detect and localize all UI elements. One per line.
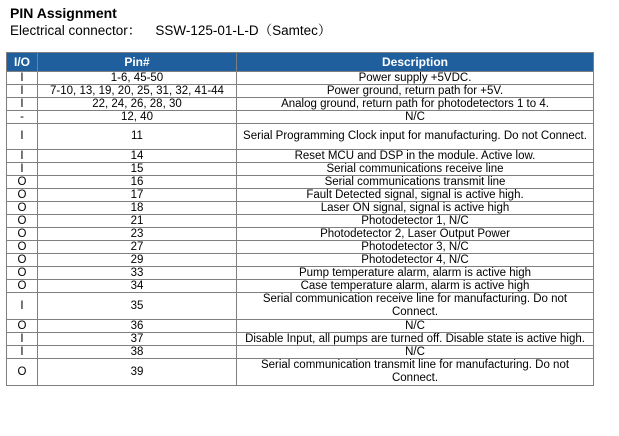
table-row [7,163,594,176]
pin-cell: 21 [38,215,237,228]
io-cell: - [7,111,38,124]
description-cell: Power supply +5VDC. [237,72,594,85]
header-io: I/O [7,53,38,72]
table-row [7,189,594,202]
table-row [7,85,594,98]
table-row [7,280,594,293]
connector-line [10,22,331,39]
pin-cell: 39 [38,359,237,386]
table-row [7,267,594,280]
pin-cell: 15 [38,163,237,176]
connector-label: Electrical connector： [10,23,142,38]
description-cell: Photodetector 3, N/C [237,241,594,254]
io-cell: O [7,202,38,215]
table-row [7,241,594,254]
description-cell: N/C [237,320,594,333]
pin-cell: 14 [38,150,237,163]
description-cell: Pump temperature alarm, alarm is active high [237,267,594,280]
description-cell: Disable Input, all pumps are turned off. Disable state is active high. [237,333,594,346]
table-row [7,72,594,85]
pin-cell: 11 [38,124,237,150]
io-cell: O [7,228,38,241]
io-cell: O [7,280,38,293]
pin-cell: 34 [38,280,237,293]
pin-cell: 35 [38,293,237,320]
description-cell: Photodetector 1, N/C [237,215,594,228]
table-row [7,150,594,163]
io-cell: I [7,333,38,346]
io-cell: O [7,320,38,333]
table-row [7,202,594,215]
pin-cell: 33 [38,267,237,280]
io-cell: I [7,150,38,163]
io-cell: O [7,254,38,267]
table-row [7,254,594,267]
io-cell: I [7,85,38,98]
io-cell: I [7,346,38,359]
description-cell: Analog ground, return path for photodetectors 1 to 4. [237,98,594,111]
description-cell: Photodetector 4, N/C [237,254,594,267]
pin-cell: 17 [38,189,237,202]
io-cell: O [7,176,38,189]
pin-cell: 37 [38,333,237,346]
pin-cell: 22, 24, 26, 28, 30 [38,98,237,111]
connector-value: SSW-125-01-L-D（Samtec） [155,23,332,38]
table-row [7,98,594,111]
pin-cell: 29 [38,254,237,267]
table-row [7,293,594,320]
io-cell: O [7,241,38,254]
io-cell: I [7,98,38,111]
table-row [7,320,594,333]
page-title: PIN Assignment [10,5,117,21]
header-pin: Pin# [38,53,237,72]
description-cell: Serial communication transmit line for manufacturing. Do not Connect. [237,359,594,386]
pin-cell: 18 [38,202,237,215]
pin-cell: 23 [38,228,237,241]
table-header-row [7,53,594,72]
pin-cell: 7-10, 13, 19, 20, 25, 31, 32, 41-44 [38,85,237,98]
description-cell: Case temperature alarm, alarm is active high [237,280,594,293]
table-row [7,228,594,241]
description-cell: Photodetector 2, Laser Output Power [237,228,594,241]
pin-cell: 36 [38,320,237,333]
description-cell: Fault Detected signal, signal is active high. [237,189,594,202]
description-cell: Power ground, return path for +5V. [237,85,594,98]
io-cell: O [7,215,38,228]
table-row [7,333,594,346]
io-cell: I [7,124,38,150]
table-row [7,176,594,189]
io-cell: I [7,163,38,176]
table-row [7,215,594,228]
pin-cell: 38 [38,346,237,359]
pin-assignment-table [6,52,594,386]
table-row [7,359,594,386]
table-row [7,124,594,150]
description-cell: Reset MCU and DSP in the module. Active low. [237,150,594,163]
description-cell: N/C [237,111,594,124]
io-cell: O [7,267,38,280]
description-cell: Serial communication receive line for manufacturing. Do not Connect. [237,293,594,320]
io-cell: O [7,359,38,386]
pin-cell: 27 [38,241,237,254]
io-cell: I [7,72,38,85]
pin-cell: 12, 40 [38,111,237,124]
description-cell: Serial communications transmit line [237,176,594,189]
header-description: Description [237,53,594,72]
description-cell: N/C [237,346,594,359]
description-cell: Serial Programming Clock input for manufacturing. Do not Connect. [237,124,594,150]
io-cell: I [7,293,38,320]
table-row [7,111,594,124]
table-body [7,72,594,386]
io-cell: O [7,189,38,202]
description-cell: Serial communications receive line [237,163,594,176]
table-row [7,346,594,359]
description-cell: Laser ON signal, signal is active high [237,202,594,215]
pin-cell: 16 [38,176,237,189]
pin-cell: 1-6, 45-50 [38,72,237,85]
